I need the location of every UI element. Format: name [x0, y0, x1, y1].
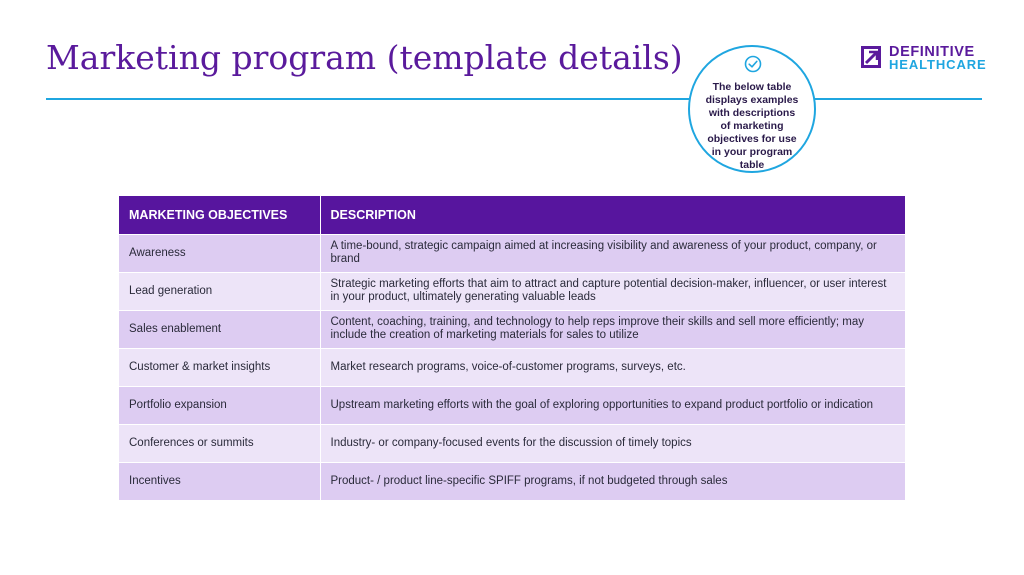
callout-text: The below table displays examples with descriptions of marketing objectives for use in your program table [705, 81, 799, 171]
table-row [119, 272, 905, 310]
description-cell: Content, coaching, training, and technology to help reps improve their skills and sell more efficiently; may include the creation of marketing materials for sales to utilize [320, 310, 905, 348]
header-description: DESCRIPTION [320, 196, 905, 234]
table-row [119, 462, 905, 500]
table-row [119, 348, 905, 386]
logo-word-healthcare: HEALTHCARE [889, 57, 987, 72]
check-circle-icon [744, 55, 762, 73]
page-title: Marketing program (template details) [46, 38, 683, 77]
table-row [119, 310, 905, 348]
title-divider [46, 98, 982, 100]
table-row [119, 424, 905, 462]
logo-mark-icon [859, 44, 883, 70]
objective-cell: Sales enablement [119, 310, 320, 348]
objectives-table [119, 196, 905, 500]
description-cell: Market research programs, voice-of-customer programs, surveys, etc. [320, 348, 905, 386]
info-callout [688, 45, 816, 173]
objective-cell: Portfolio expansion [119, 386, 320, 424]
header-objectives: MARKETING OBJECTIVES [119, 196, 320, 234]
objective-cell: Lead generation [119, 272, 320, 310]
description-cell: Industry- or company-focused events for the discussion of timely topics [320, 424, 905, 462]
table-row [119, 234, 905, 272]
description-cell: Strategic marketing efforts that aim to attract and capture potential decision-maker, influencer, or user interest in your product, ultimately generating valuable leads [320, 272, 905, 310]
objective-cell: Incentives [119, 462, 320, 500]
description-cell: Product- / product line-specific SPIFF programs, if not budgeted through sales [320, 462, 905, 500]
description-cell: Upstream marketing efforts with the goal of exploring opportunities to expand product portfolio or indication [320, 386, 905, 424]
objective-cell: Awareness [119, 234, 320, 272]
description-cell: A time-bound, strategic campaign aimed at increasing visibility and awareness of your product, company, or brand [320, 234, 905, 272]
table-row [119, 386, 905, 424]
objective-cell: Conferences or summits [119, 424, 320, 462]
objective-cell: Customer & market insights [119, 348, 320, 386]
table-header-row [119, 196, 905, 234]
logo-word-definitive: DEFINITIVE [889, 44, 975, 60]
